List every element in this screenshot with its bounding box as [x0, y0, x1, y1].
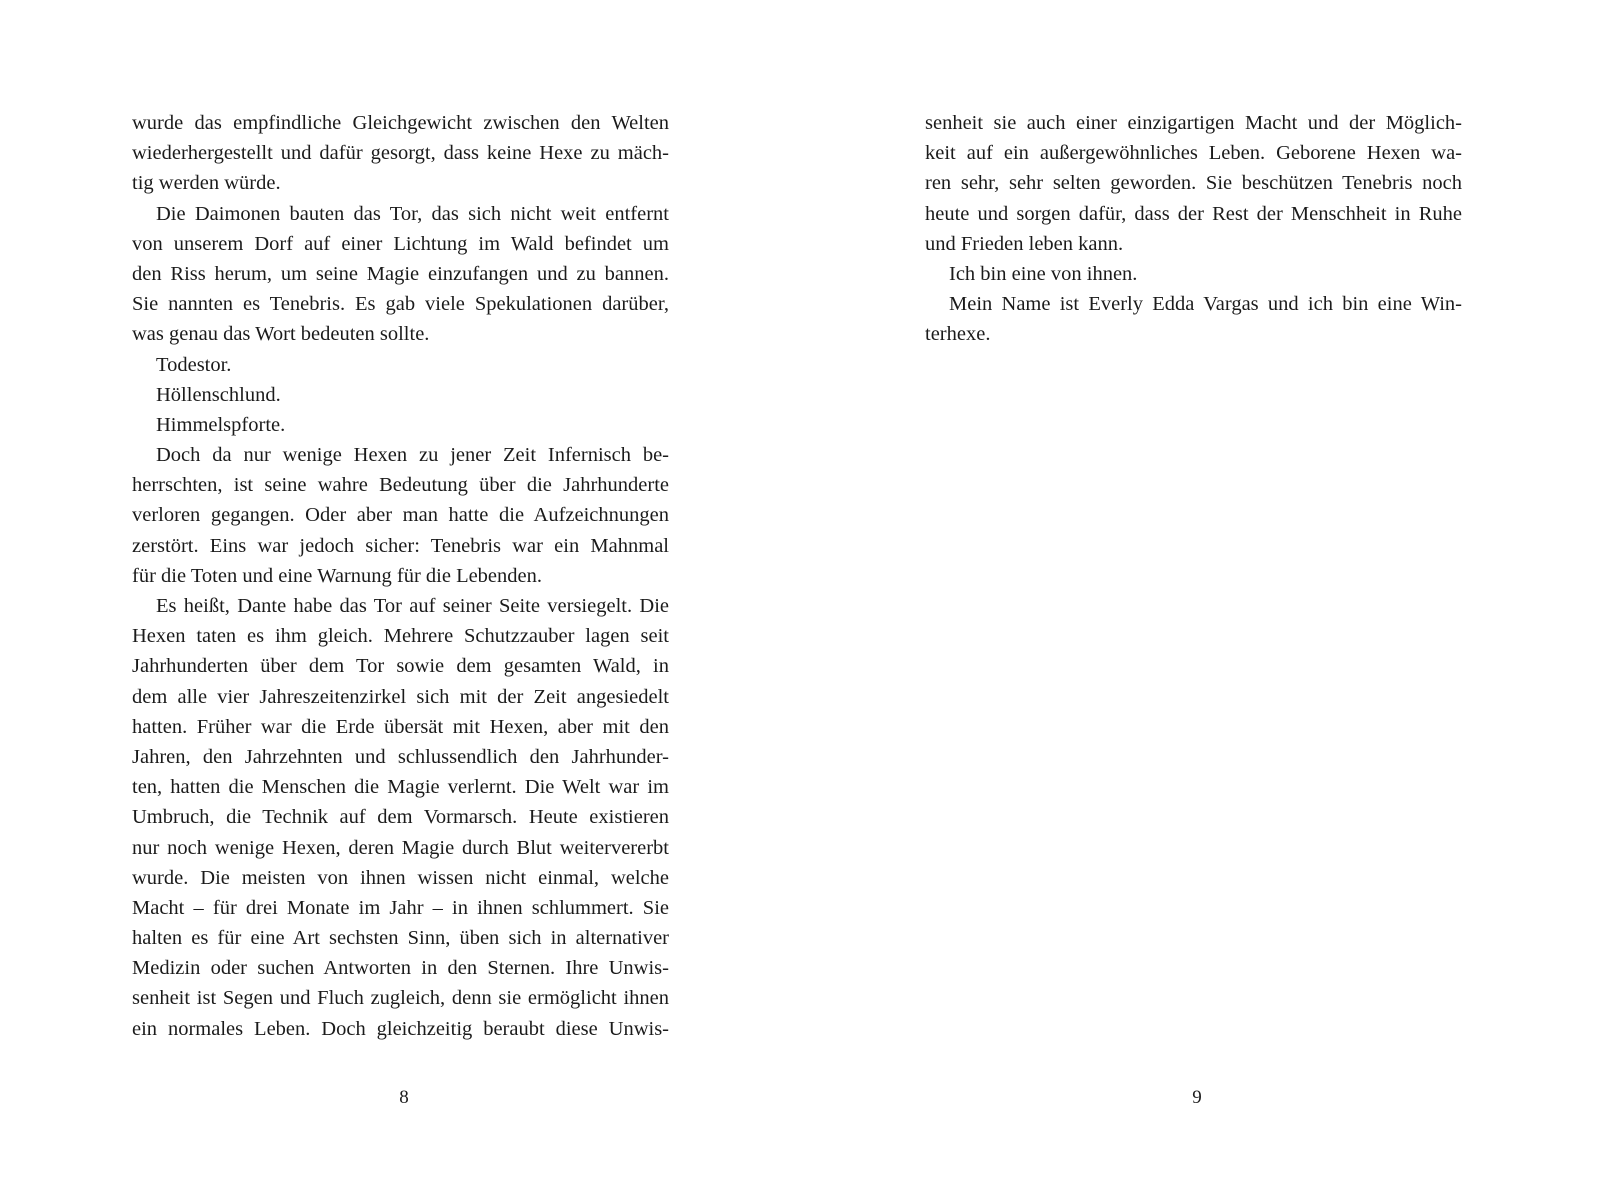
text-line: den Riss herum, um seine Magie einzufangen und zu bannen.: [132, 262, 669, 285]
text-line: für die Toten und eine Warnung für die Lebenden.: [132, 564, 543, 587]
text-line: Doch da nur wenige Hexen zu jener Zeit Infernisch be-: [156, 444, 669, 467]
text-line: Ich bin eine von ihnen.: [949, 262, 1138, 285]
right-page: [800, 0, 1600, 1186]
text-line: Umbruch, die Technik auf dem Vormarsch. Heute existieren: [132, 806, 669, 829]
text-line: Mein Name ist Everly Edda Vargas und ich bin eine Win-: [949, 293, 1462, 316]
text-line: herrschten, ist seine wahre Bedeutung über die Jahrhunderte: [132, 474, 669, 497]
right-page-number: 9: [1192, 1087, 1202, 1108]
text-line: terhexe.: [925, 323, 991, 346]
text-line: Macht – für drei Monate im Jahr – in ihnen schlummert. Sie: [132, 896, 669, 919]
text-line: wurde das empfindliche Gleichgewicht zwischen den Welten: [132, 112, 669, 134]
text-line: Es heißt, Dante habe das Tor auf seiner Seite versiegelt. Die: [156, 595, 669, 617]
text-line: Medizin oder suchen Antworten in den Sternen. Ihre Unwis-: [132, 957, 669, 980]
text-line: Himmelspforte.: [156, 413, 286, 436]
text-line: ein normales Leben. Doch gleichzeitig beraubt diese Unwis-: [132, 1017, 669, 1040]
text-line: Jahrhunderten über dem Tor sowie dem gesamten Wald, in: [132, 655, 669, 678]
text-line: tig werden würde.: [132, 172, 281, 195]
text-line: keit auf ein außergewöhnliches Leben. Geborene Hexen wa-: [925, 142, 1462, 165]
text-line: ten, hatten die Menschen die Magie verlernt. Die Welt war im: [132, 776, 669, 799]
right-page-text: [925, 108, 1462, 350]
text-line: Sie nannten es Tenebris. Es gab viele Spekulationen darüber,: [132, 293, 669, 316]
text-line: zerstört. Eins war jedoch sicher: Tenebris war ein Mahnmal: [132, 534, 669, 557]
text-line: nur noch wenige Hexen, deren Magie durch Blut weitervererbt: [132, 836, 669, 859]
text-line: hatten. Früher war die Erde übersät mit Hexen, aber mit den: [132, 715, 669, 738]
left-page-text: [132, 108, 669, 1044]
text-line: senheit sie auch einer einzigartigen Macht und der Möglich-: [925, 112, 1462, 134]
text-line: heute und sorgen dafür, dass der Rest der Menschheit in Ruhe: [925, 202, 1462, 225]
text-line: senheit ist Segen und Fluch zugleich, denn sie ermöglicht ihnen: [132, 987, 669, 1010]
text-line: Hexen taten es ihm gleich. Mehrere Schutzzauber lagen seit: [132, 625, 669, 648]
text-line: was genau das Wort bedeuten sollte.: [132, 323, 430, 346]
text-line: dem alle vier Jahreszeitenzirkel sich mit der Zeit angesiedelt: [132, 685, 669, 708]
text-line: verloren gegangen. Oder aber man hatte die Aufzeichnungen: [132, 504, 669, 527]
left-page-number: 8: [399, 1087, 409, 1108]
text-line: und Frieden leben kann.: [925, 232, 1124, 255]
text-line: halten es für eine Art sechsten Sinn, üben sich in alternativer: [132, 927, 669, 950]
text-line: von unserem Dorf auf einer Lichtung im Wald befindet um: [132, 232, 669, 255]
text-line: Jahren, den Jahrzehnten und schlussendlich den Jahrhunder-: [132, 745, 669, 768]
text-line: Die Daimonen bauten das Tor, das sich nicht weit entfernt: [156, 202, 669, 225]
text-line: wiederhergestellt und dafür gesorgt, dass keine Hexe zu mäch-: [132, 142, 669, 165]
text-line: Todestor.: [156, 353, 232, 376]
text-line: ren sehr, sehr selten geworden. Sie beschützen Tenebris noch: [925, 172, 1462, 195]
text-line: Höllenschlund.: [156, 383, 281, 406]
text-line: wurde. Die meisten von ihnen wissen nicht einmal, welche: [132, 866, 669, 889]
